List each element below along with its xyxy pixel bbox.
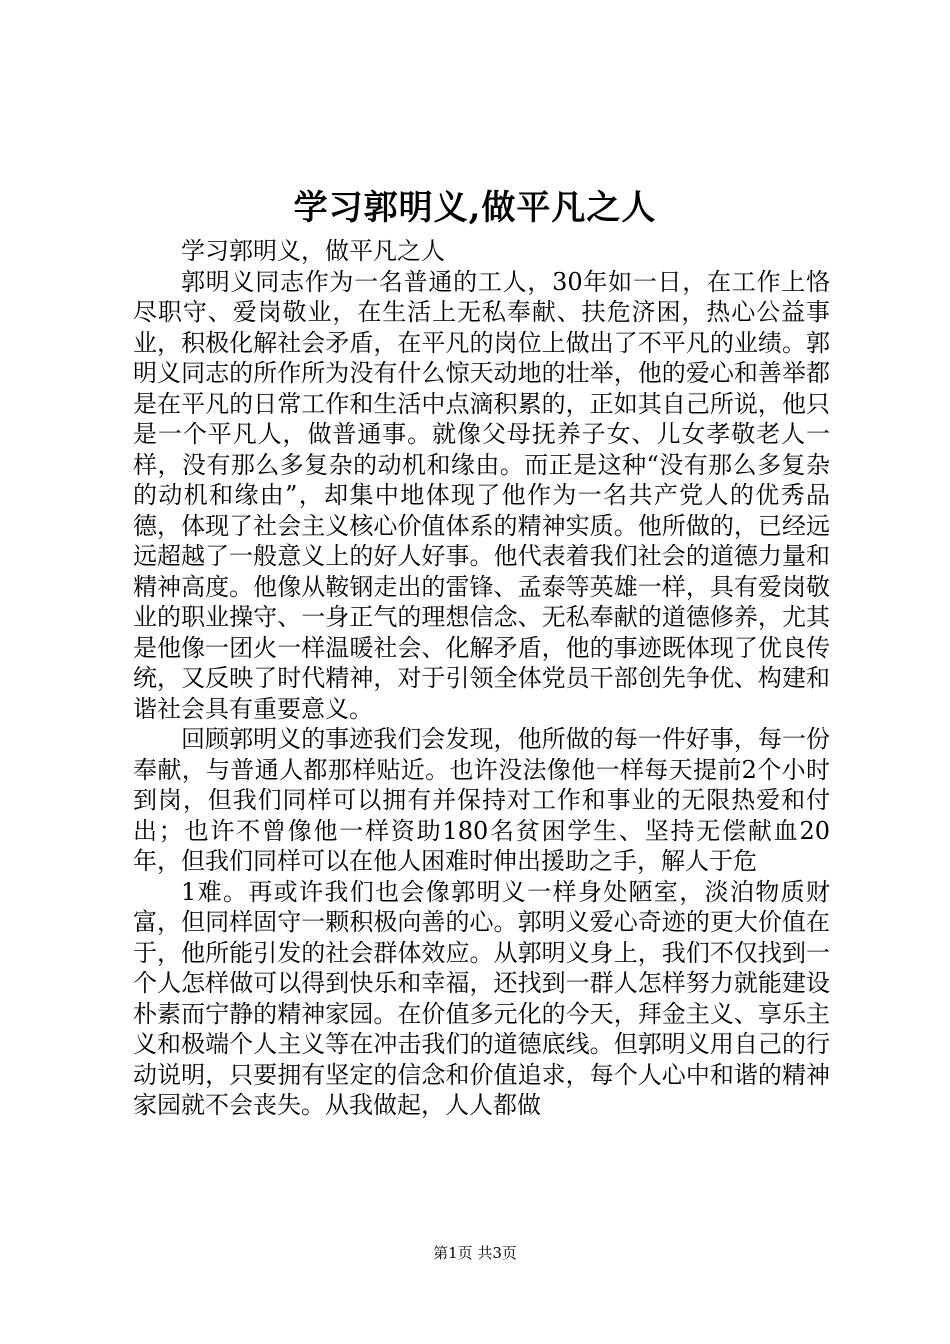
document-body xyxy=(133,236,830,1121)
paragraph-subtitle: 学习郭明义，做平凡之人 xyxy=(181,237,445,265)
paragraph-3: 1难。再或许我们也会像郭明义一样身处陋室，淡泊物质财富，但同样固守一颗积极向善的心。郭明义爱心奇迹的更大价值在于，他所能引发的社会群体效应。从郭明义身上，我们不仅找到一个人怎样做可以得到快乐和幸福，还找到一群人怎样努力就能建设朴素而宁静的精神家园。在价值多元化的今天，拜金主义、享乐主义和极端个人主义等在冲击我们的道德底线。但郭明义用自己的行动说明，只要拥有坚定的信念和价值追求，每个人心中和谐的精神家园就不会丧失。从我做起，人人都做 xyxy=(133,877,830,1119)
paragraph-2: 回顾郭明义的事迹我们会发现，他所做的每一件好事，每一份奉献，与普通人都那样贴近。也许没法像他一样每天提前2个小时到岗，但我们同样可以拥有并保持对工作和事业的无限热爱和付出；也许不曾像他一样资助180名贫困学生、坚持无偿献血20年，但我们同样可以在他人困难时伸出援助之手，解人于危 xyxy=(133,725,830,875)
page-number-footer: 第1页 共3页 xyxy=(433,1244,517,1262)
paragraph-1: 郭明义同志作为一名普通的工人，30年如一日，在工作上恪尽职守、爱岗敬业，在生活上无私奉献、扶危济困，热心公益事业，积极化解社会矛盾，在平凡的岗位上做出了不平凡的业绩。郭明义同志的所作所为没有什么惊天动地的壮举，他的爱心和善举都是在平凡的日常工作和生活中点滴积累的，正如其自己所说，他只是一个平凡人，做普通事。就像父母抚养子女、儿女孝敬老人一样，没有那么多复杂的动机和缘由。而正是这种“没有那么多复杂的动机和缘由”，却集中地体现了他作为一名共产党人的优秀品德，体现了社会主义核心价值体系的精神实质。他所做的，已经远远超越了一般意义上的好人好事。他代表着我们社会的道德力量和精神高度。他像从鞍钢走出的雷锋、孟泰等英雄一样，具有爱岗敬业的职业操守、一身正气的理想信念、无私奉献的道德修养，尤其是他像一团火一样温暖社会、化解矛盾，他的事迹既体现了优良传统，又反映了时代精神，对于引领全体党员干部创先争优、构建和谐社会具有重要意义。 xyxy=(133,267,830,723)
document-title: 学习郭明义,做平凡之人 xyxy=(293,188,657,228)
